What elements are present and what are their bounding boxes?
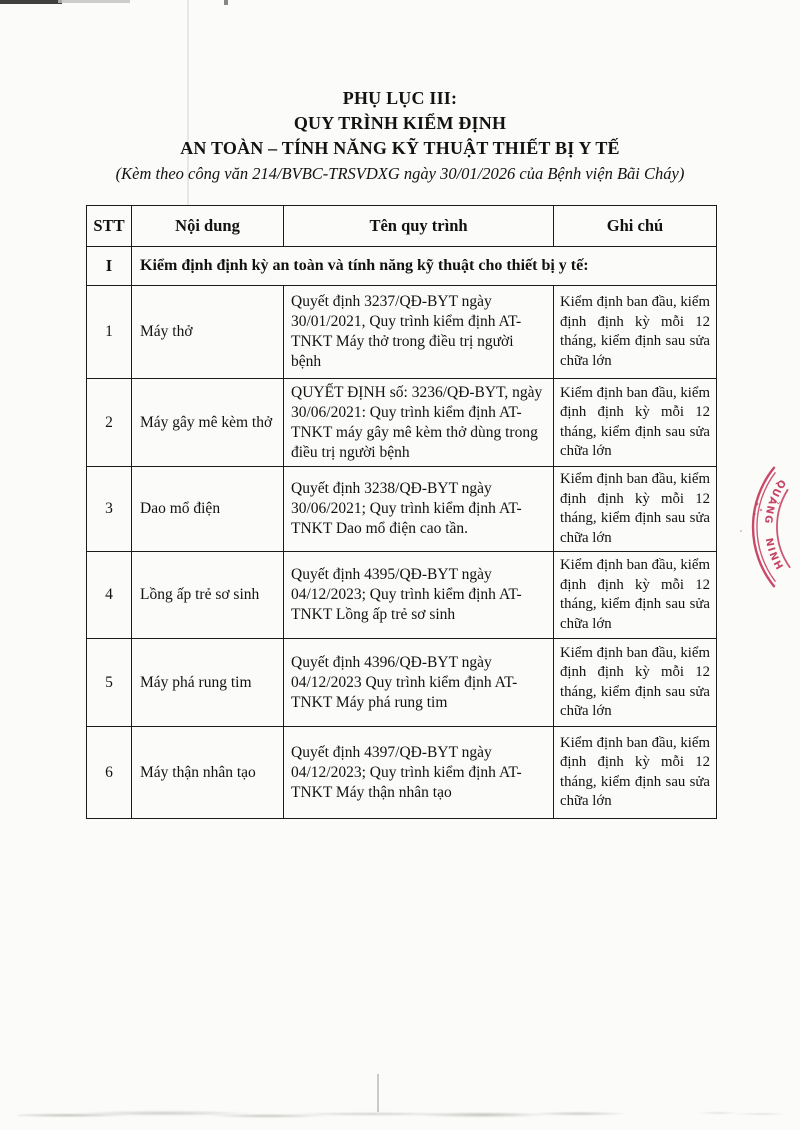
document-subtitle: (Kèm theo công văn 214/BVBC-TRSVDXG ngày 30/01/2026 của Bệnh viện Bãi Cháy): [115, 164, 685, 183]
svg-text:QUẢNG: [762, 477, 787, 525]
note-cell: Kiểm định ban đầu, kiểm định định kỳ mỗi 12 tháng, kiểm định sau sửa chữa lớn: [554, 286, 717, 379]
note-cell: Kiểm định ban đầu, kiểm định định kỳ mỗi 12 tháng, kiểm định sau sửa chữa lớn: [554, 379, 717, 467]
content-cell: Máy thận nhân tạo: [132, 727, 284, 819]
col-header-stt: STT: [87, 206, 132, 247]
table-header-row: [87, 206, 717, 247]
scan-noise-band: [18, 1106, 628, 1122]
col-header-ghi-chu: Ghi chú: [554, 206, 717, 247]
appendix-title: PHỤ LỤC III:: [342, 88, 458, 108]
content-cell: Máy thở: [132, 286, 284, 379]
row-number: 4: [87, 552, 132, 639]
note-cell: Kiểm định ban đầu, kiểm định định kỳ mỗi 12 tháng, kiểm định sau sửa chữa lớn: [554, 467, 717, 552]
note-cell: Kiểm định ban đầu, kiểm định định kỳ mỗi 12 tháng, kiểm định sau sửa chữa lớn: [554, 639, 717, 727]
section-label: Kiểm định định kỳ an toàn và tính năng kỹ thuật cho thiết bị y tế:: [132, 247, 717, 286]
section-number: I: [87, 247, 132, 286]
row-number: 6: [87, 727, 132, 819]
table-row: [87, 379, 717, 467]
col-header-noi-dung: Nội dung: [132, 206, 284, 247]
stamp-text-top: QUẢNG: [761, 477, 788, 526]
table-row: [87, 639, 717, 727]
row-number: 5: [87, 639, 132, 727]
title-block: [0, 86, 800, 185]
procedure-cell: Quyết định 4396/QĐ-BYT ngày 04/12/2023 Quy trình kiểm định AT-TNKT Máy phá rung tim: [284, 639, 554, 727]
content-cell: Máy phá rung tim: [132, 639, 284, 727]
content-cell: Lồng ấp trẻ sơ sinh: [132, 552, 284, 639]
table-row: [87, 467, 717, 552]
section-row: [87, 247, 717, 286]
row-number: 2: [87, 379, 132, 467]
stamp-text-bottom: NINH: [762, 537, 785, 574]
scan-noise-band: [690, 1108, 785, 1118]
scan-edge-artifact: [0, 0, 62, 4]
table-row: [87, 552, 717, 639]
content-cell: Máy gây mê kèm thở: [132, 379, 284, 467]
official-stamp-icon: [700, 430, 800, 630]
table-row: [87, 286, 717, 379]
row-number: 1: [87, 286, 132, 379]
document-title-line3: AN TOÀN – TÍNH NĂNG KỸ THUẬT THIẾT BỊ Y TẾ: [180, 138, 620, 158]
scan-edge-artifact: [58, 0, 130, 3]
procedure-cell: QUYẾT ĐỊNH số: 3236/QĐ-BYT, ngày 30/06/2021: Quy trình kiểm định AT-TNKT máy gây mê kèm thở dùng trong điều trị người bệnh: [284, 379, 554, 467]
procedures-table: [86, 205, 717, 819]
table-row: [87, 727, 717, 819]
note-cell: Kiểm định ban đầu, kiểm định định kỳ mỗi 12 tháng, kiểm định sau sửa chữa lớn: [554, 727, 717, 819]
procedure-cell: Quyết định 4395/QĐ-BYT ngày 04/12/2023; Quy trình kiểm định AT-TNKT Lồng ấp trẻ sơ sinh: [284, 552, 554, 639]
scan-edge-artifact: [224, 0, 228, 5]
content-cell: Dao mổ điện: [132, 467, 284, 552]
row-number: 3: [87, 467, 132, 552]
procedure-cell: Quyết định 3238/QĐ-BYT ngày 30/06/2021; Quy trình kiểm định AT-TNKT Dao mổ điện cao tần.: [284, 467, 554, 552]
col-header-ten-quy-trinh: Tên quy trình: [284, 206, 554, 247]
document-title-line2: QUY TRÌNH KIỂM ĐỊNH: [293, 113, 507, 133]
note-cell: Kiểm định ban đầu, kiểm định định kỳ mỗi 12 tháng, kiểm định sau sửa chữa lớn: [554, 552, 717, 639]
procedure-cell: Quyết định 3237/QĐ-BYT ngày 30/01/2021, Quy trình kiểm định AT-TNKT Máy thở trong điều trị người bệnh: [284, 286, 554, 379]
procedure-cell: Quyết định 4397/QĐ-BYT ngày 04/12/2023; Quy trình kiểm định AT-TNKT Máy thận nhân tạo: [284, 727, 554, 819]
